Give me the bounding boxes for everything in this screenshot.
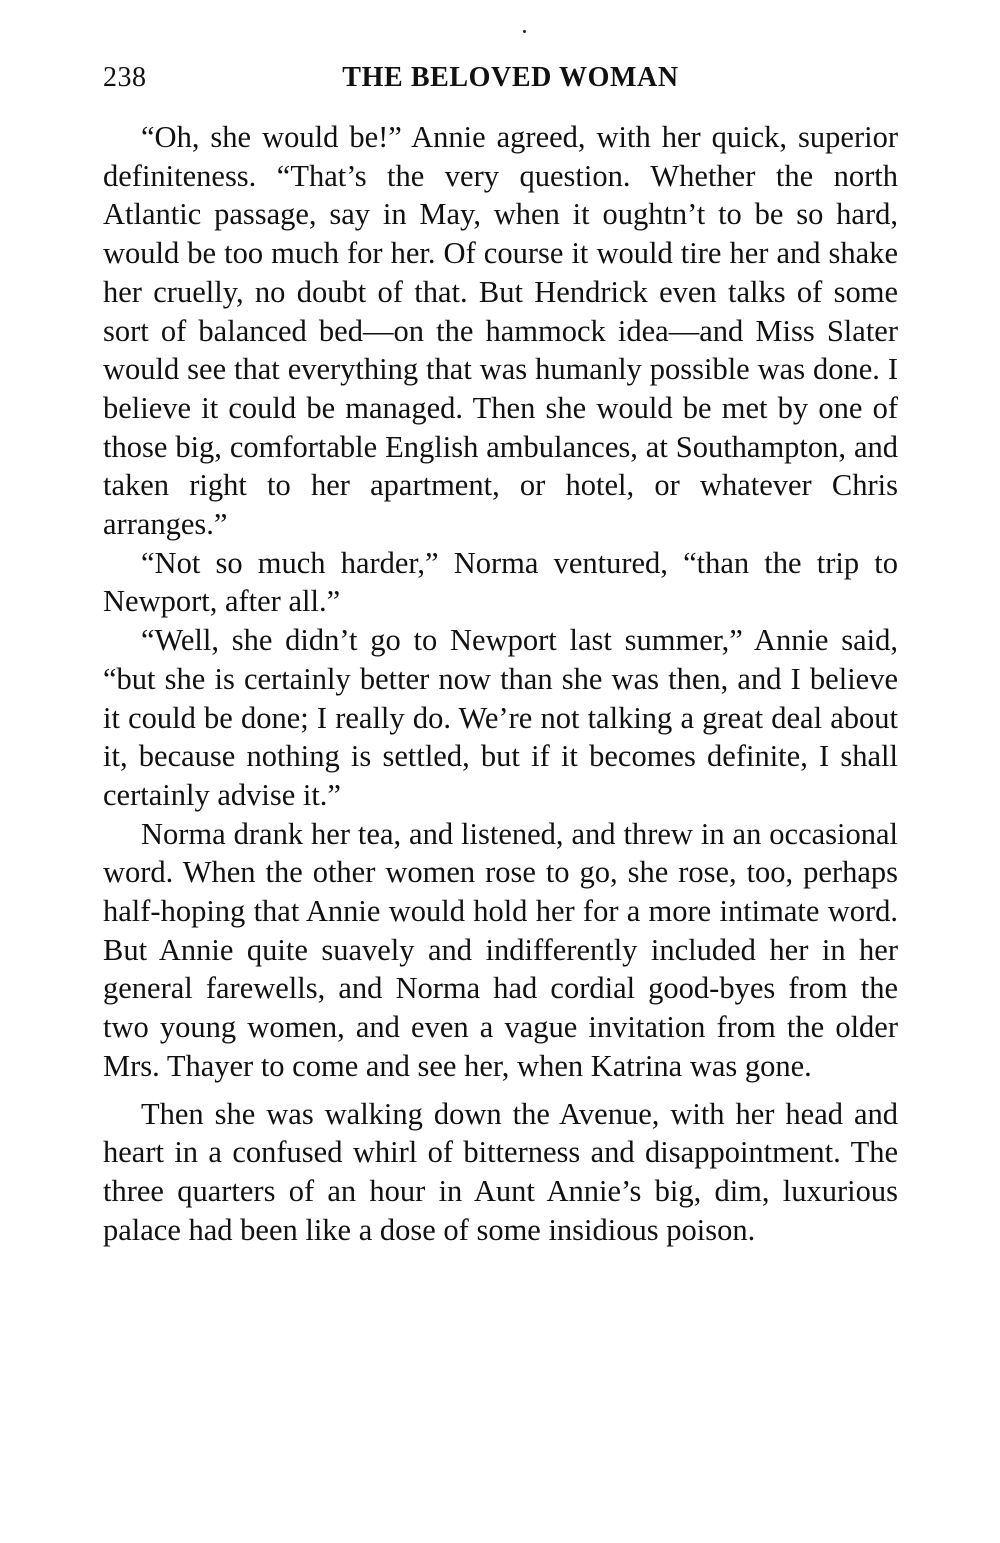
body-text — [103, 118, 898, 1249]
paragraph-1: “Oh, she would be!” Annie agreed, with her quick, superior definiteness. “That’s the very question. Whether the north Atlantic passage, say in May, when it oughtn’t to be so hard, would be too much for her. Of course it would tire her and shake her cruelly, no doubt of that. But Hendrick even talks of some sort of balanced bed—on the hammock idea—and Miss Slater would see that everything that was humanly possible was done. I believe it could be managed. Then she would be met by one of those big, comfortable English ambulances, at Southampton, and taken right to her apartment, or hotel, or whatever Chris arranges.” — [103, 120, 898, 542]
print-speck — [523, 30, 526, 33]
paragraph-4: Norma drank her tea, and listened, and threw in an occasional word. When the other women rose to go, she rose, too, perhaps half-hoping that Annie would hold her for a more intimate word. But Annie quite suavely and indifferently included her in her general farewells, and Norma had cordial good-byes from the two young women, and even a vague invitation from the older Mrs. Thayer to come and see her, when Katrina was gone. — [103, 816, 898, 1083]
page-header — [103, 58, 898, 98]
paragraph-2: “Not so much harder,” Norma ventured, “than the trip to Newport, after all.” — [103, 545, 898, 619]
paragraph-3: “Well, she didn’t go to Newport last summer,” Annie said, “but she is certainly better now than she was then, and I believe it could be done; I really do. We’re not talking a great deal about it, because nothing is settled, but if it becomes definite, I shall certainly advise it.” — [103, 623, 898, 812]
paragraph-5: Then she was walking down the Avenue, with her head and heart in a confused whirl of bitterness and disappointment. The three quarters of an hour in Aunt Annie’s big, dim, luxurious palace had been like a dose of some insidious poison. — [103, 1096, 898, 1247]
running-title: THE BELOVED WOMAN — [342, 62, 679, 93]
page-number: 238 — [103, 62, 147, 93]
